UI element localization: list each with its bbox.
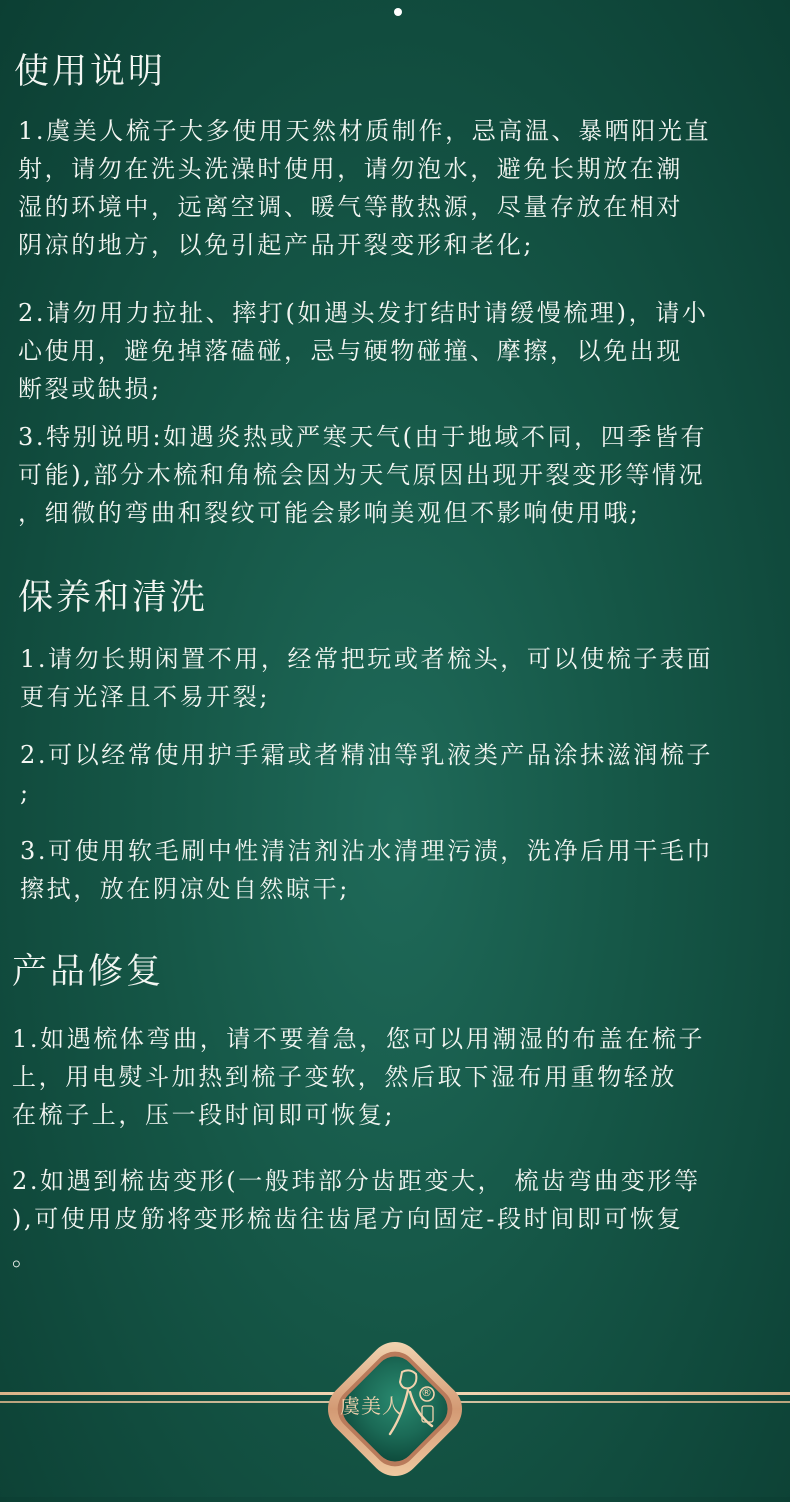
care-paragraph-1: [20, 640, 713, 716]
usage-paragraph-1: [18, 112, 711, 264]
text-line: 断裂或缺损;: [18, 375, 162, 403]
text-line: ，细微的弯曲和裂纹可能会影响美观但不影响使用哦;: [18, 499, 641, 527]
text-line: 2.可以经常使用护手霜或者精油等乳液类产品涂抹滋润梳子: [20, 741, 714, 769]
repair-paragraph-1: [12, 1020, 705, 1134]
usage-heading: 使用说明: [14, 52, 167, 92]
top-dot: [394, 8, 402, 16]
registered-mark: ®: [421, 1386, 432, 1399]
text-line: 擦拭，放在阴凉处自然晾干;: [20, 875, 350, 903]
text-line: 3.可使用软毛刷中性清洁剂沾水清理污渍，洗净后用干毛巾: [20, 837, 714, 865]
usage-paragraph-2: [18, 294, 708, 408]
text-line: 心使用，避免掉落磕碰，忌与硬物碰撞、摩擦，以免出现: [18, 337, 683, 365]
text-line: 1.请勿长期闲置不用，经常把玩或者梳头，可以使梳子表面: [20, 645, 714, 673]
usage-paragraph-3: [18, 418, 707, 532]
text-line: 阴凉的地方，以免引起产品开裂变形和老化;: [18, 231, 535, 259]
care-heading: 保养和清洗: [18, 578, 209, 618]
text-line: ;: [20, 779, 31, 807]
repair-paragraph-2: [12, 1162, 701, 1276]
care-paragraph-2: [20, 736, 713, 812]
text-line: ),可使用皮筋将变形梳齿往齿尾方向固定-段时间即可恢复: [12, 1205, 684, 1233]
repair-heading: 产品修复: [12, 952, 165, 992]
text-line: 1.如遇梳体弯曲，请不要着急，您可以用潮湿的布盖在梳子: [12, 1025, 706, 1053]
text-line: 2.请勿用力拉扯、摔打(如遇头发打结时请缓慢梳理)，请小: [18, 299, 709, 327]
repair-section: [0, 950, 790, 1271]
brand-logo: [306, 1320, 484, 1498]
text-line: 2.如遇到梳齿变形(一般玮部分齿距变大， 梳齿弯曲变形等: [12, 1167, 701, 1195]
text-line: 3.特别说明:如遇炎热或严寒天气(由于地域不同，四季皆有: [18, 423, 708, 451]
text-line: 1.虞美人梳子大多使用天然材质制作，忌高温、暴晒阳光直: [18, 117, 712, 145]
logo-brand-text: 虞美人: [340, 1394, 403, 1418]
text-line: 射，请勿在洗头洗澡时使用，请勿泡水，避免长期放在潮: [18, 155, 683, 183]
care-paragraph-3: [20, 832, 713, 908]
text-line: 上，用电熨斗加热到梳子变软，然后取下湿布用重物轻放: [12, 1063, 677, 1091]
care-section: [0, 576, 790, 903]
text-line: 。: [12, 1243, 39, 1271]
usage-section: [0, 50, 790, 527]
text-line: 可能),部分木梳和角梳会因为天气原因出现开裂变形等情况: [18, 461, 706, 489]
text-line: 更有光泽且不易开裂;: [20, 683, 271, 711]
text-line: 在梳子上，压一段时间即可恢复;: [12, 1101, 396, 1129]
text-line: 湿的环境中，远离空调、暖气等散热源，尽量存放在相对: [18, 193, 683, 221]
